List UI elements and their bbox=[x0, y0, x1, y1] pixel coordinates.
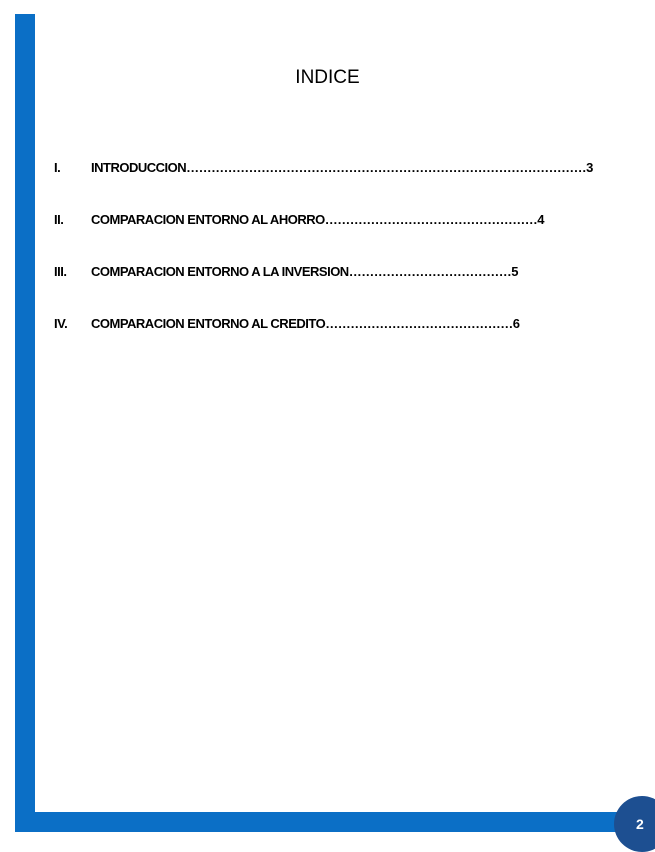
toc-page-number: 3 bbox=[586, 160, 593, 175]
toc-entry-label: COMPARACION ENTORNO A LA INVERSION bbox=[91, 264, 349, 279]
table-of-contents bbox=[54, 158, 593, 366]
toc-entry-inversion bbox=[54, 262, 564, 282]
toc-entry-number: II. bbox=[54, 212, 64, 227]
toc-dot-leader: ………………………………… bbox=[348, 264, 512, 279]
toc-entry-text bbox=[91, 158, 593, 178]
toc-entry-number: III. bbox=[54, 264, 67, 279]
toc-entry-introduccion bbox=[54, 158, 593, 178]
toc-entry-number: IV. bbox=[54, 316, 68, 331]
page-title: INDICE bbox=[295, 67, 360, 88]
toc-entry-credito bbox=[54, 314, 564, 334]
toc-dot-leader: …………………………………………… bbox=[324, 212, 538, 227]
page-number-badge bbox=[614, 796, 655, 852]
toc-page-number: 5 bbox=[511, 264, 518, 279]
bottom-page-border bbox=[15, 812, 625, 832]
page-number: 2 bbox=[636, 816, 644, 832]
toc-entry-number: I. bbox=[54, 160, 61, 175]
toc-entry-label: COMPARACION ENTORNO AL CREDITO bbox=[91, 316, 326, 331]
toc-entry-label: INTRODUCCION bbox=[91, 160, 187, 175]
toc-entry-text bbox=[91, 314, 519, 334]
toc-page-number: 6 bbox=[512, 316, 520, 331]
left-page-border bbox=[15, 14, 35, 832]
toc-page-number: 4 bbox=[537, 212, 544, 227]
toc-dot-leader: ……………………………………… bbox=[325, 316, 513, 331]
toc-entry-ahorro bbox=[54, 210, 564, 230]
toc-entry-label: COMPARACION ENTORNO AL AHORRO bbox=[91, 212, 325, 227]
toc-entry-text bbox=[91, 210, 544, 230]
toc-dot-leader: …………………………………………………………………………………… bbox=[186, 160, 587, 175]
toc-entry-text bbox=[91, 262, 518, 282]
